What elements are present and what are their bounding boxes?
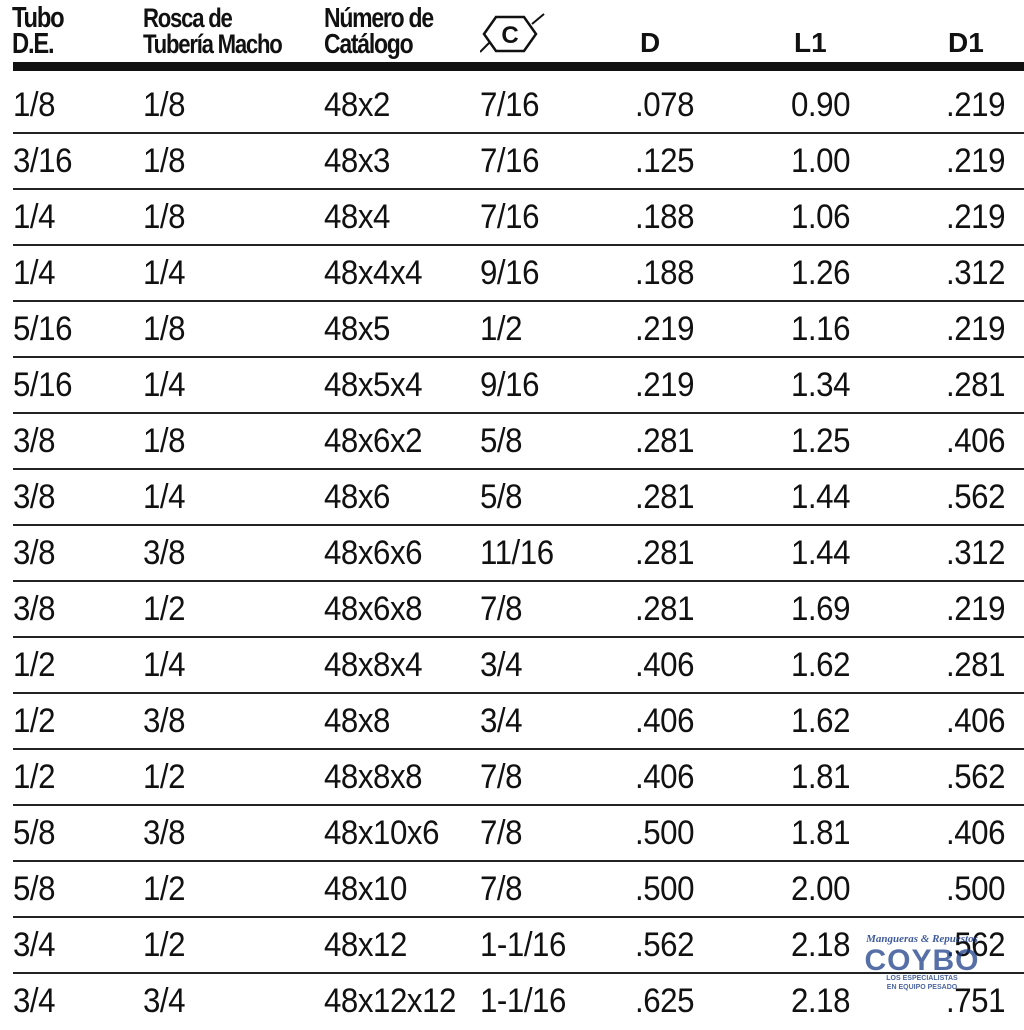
thread-cell: 1/8 [143, 310, 186, 348]
hex-size-cell: 1-1/16 [480, 926, 566, 964]
d-cell: .078 [635, 86, 695, 124]
tube-od-cell: 1/8 [13, 86, 56, 124]
table-row [13, 190, 1024, 246]
tube-od-cell: 1/4 [13, 254, 56, 292]
tube-od-cell: 3/8 [13, 422, 56, 460]
hex-size-cell: 7/8 [480, 758, 523, 796]
d1-cell: .406 [946, 422, 1006, 460]
thread-cell: 3/8 [143, 534, 186, 572]
catalog-number-cell: 48x6 [324, 478, 390, 516]
catalog-number-cell: 48x4 [324, 198, 390, 236]
l1-cell: 0.90 [791, 86, 851, 124]
thread-cell: 3/8 [143, 814, 186, 852]
catalog-number-cell: 48x12 [324, 926, 407, 964]
table-body [0, 78, 1024, 1030]
table-header [0, 0, 1024, 62]
header-thread-line1: Rosca de [143, 3, 232, 33]
table-row [13, 302, 1024, 358]
thread-cell: 1/2 [143, 590, 186, 628]
thread-cell: 1/4 [143, 254, 186, 292]
d1-cell: .219 [946, 198, 1006, 236]
table-row [13, 806, 1024, 862]
catalog-number-cell: 48x8 [324, 702, 390, 740]
l1-cell: 1.34 [791, 366, 851, 404]
d-cell: .406 [635, 702, 695, 740]
tube-od-cell: 3/16 [13, 142, 73, 180]
catalog-number-cell: 48x3 [324, 142, 390, 180]
l1-cell: 2.18 [791, 982, 851, 1020]
catalog-number-cell: 48x5x4 [324, 366, 423, 404]
l1-cell: 1.00 [791, 142, 851, 180]
hex-size-cell: 7/8 [480, 870, 523, 908]
watermark-line1: Mangueras & Repuestos [866, 933, 978, 945]
d-cell: .562 [635, 926, 695, 964]
tube-od-cell: 1/2 [13, 646, 56, 684]
watermark-line2: LOS ESPECIALISTAS [886, 975, 958, 982]
catalog-number-cell: 48x6x2 [324, 422, 423, 460]
header-d: D [640, 27, 661, 58]
table-row [13, 134, 1024, 190]
hex-size-cell: 7/8 [480, 814, 523, 852]
l1-cell: 2.18 [791, 926, 851, 964]
thread-cell: 1/2 [143, 926, 186, 964]
l1-cell: 1.62 [791, 646, 851, 684]
d-cell: .406 [635, 646, 695, 684]
table-row [13, 526, 1024, 582]
hex-letter: C [501, 22, 519, 49]
d1-cell: .219 [946, 142, 1006, 180]
hex-size-cell: 5/8 [480, 422, 523, 460]
d1-cell: .281 [946, 366, 1006, 404]
header-divider [13, 62, 1024, 71]
hex-size-cell: 7/16 [480, 142, 540, 180]
header-tube-od [12, 2, 64, 60]
catalog-number-cell: 48x8x8 [324, 758, 423, 796]
d1-cell: .406 [946, 702, 1006, 740]
thread-cell: 3/4 [143, 982, 186, 1020]
table-row [13, 862, 1024, 918]
l1-cell: 1.06 [791, 198, 851, 236]
d-cell: .281 [635, 534, 695, 572]
table-row [13, 414, 1024, 470]
l1-cell: 1.25 [791, 422, 851, 460]
d-cell: .281 [635, 478, 695, 516]
catalog-number-cell: 48x6x8 [324, 590, 423, 628]
tube-od-cell: 3/8 [13, 534, 56, 572]
thread-cell: 1/4 [143, 646, 186, 684]
header-catalog-line2: Catálogo [324, 28, 413, 59]
d1-cell: .219 [946, 590, 1006, 628]
hex-size-cell: 1/2 [480, 310, 523, 348]
thread-cell: 1/8 [143, 142, 186, 180]
l1-cell: 2.00 [791, 870, 851, 908]
tube-od-cell: 5/16 [13, 310, 73, 348]
catalog-number-cell: 48x12x12 [324, 982, 456, 1020]
thread-cell: 1/4 [143, 366, 186, 404]
hex-size-cell: 3/4 [480, 646, 523, 684]
catalog-number-cell: 48x5 [324, 310, 390, 348]
header-catalog-number [324, 2, 433, 59]
thread-cell: 1/4 [143, 478, 186, 516]
header-tube-od-line1: Tubo [12, 2, 64, 34]
d-cell: .219 [635, 310, 695, 348]
thread-cell: 1/2 [143, 870, 186, 908]
hex-wrench-size-icon [480, 12, 546, 56]
table-row [13, 638, 1024, 694]
catalog-number-cell: 48x10 [324, 870, 407, 908]
hex-size-cell: 3/4 [480, 702, 523, 740]
l1-cell: 1.26 [791, 254, 851, 292]
d1-cell: .406 [946, 814, 1006, 852]
header-d1: D1 [948, 27, 984, 58]
thread-cell: 1/8 [143, 198, 186, 236]
hex-size-cell: 5/8 [480, 478, 523, 516]
hex-size-cell: 7/16 [480, 86, 540, 124]
d-cell: .219 [635, 366, 695, 404]
hex-size-cell: 9/16 [480, 254, 540, 292]
table-row [13, 750, 1024, 806]
d-cell: .406 [635, 758, 695, 796]
coybo-watermark-logo [848, 930, 996, 992]
tube-od-cell: 3/8 [13, 478, 56, 516]
tube-od-cell: 1/2 [13, 758, 56, 796]
tube-od-cell: 5/8 [13, 870, 56, 908]
d1-cell: .500 [946, 870, 1006, 908]
tube-od-cell: 5/8 [13, 814, 56, 852]
tube-od-cell: 3/8 [13, 590, 56, 628]
catalog-number-cell: 48x2 [324, 86, 390, 124]
tube-od-cell: 3/4 [13, 926, 56, 964]
l1-cell: 1.62 [791, 702, 851, 740]
d-cell: .188 [635, 198, 695, 236]
d1-cell: .562 [946, 478, 1006, 516]
table-row [13, 246, 1024, 302]
table-row [13, 582, 1024, 638]
d1-cell: .751 [946, 982, 1006, 1020]
header-l1: L1 [794, 27, 827, 58]
table-row [13, 78, 1024, 134]
hex-size-cell: 1-1/16 [480, 982, 566, 1020]
thread-cell: 3/8 [143, 702, 186, 740]
header-tube-od-line2: D.E. [12, 28, 54, 60]
d-cell: .500 [635, 814, 695, 852]
table-row [13, 470, 1024, 526]
l1-cell: 1.44 [791, 534, 851, 572]
d-cell: .188 [635, 254, 695, 292]
l1-cell: 1.81 [791, 758, 851, 796]
d1-cell: .281 [946, 646, 1006, 684]
tube-od-cell: 1/2 [13, 702, 56, 740]
header-catalog-line1: Número de [324, 2, 433, 33]
d-cell: .500 [635, 870, 695, 908]
tube-od-cell: 5/16 [13, 366, 73, 404]
thread-cell: 1/8 [143, 86, 186, 124]
hex-size-cell: 11/16 [480, 534, 554, 572]
header-thread-line2: Tubería Macho [143, 29, 282, 59]
hex-size-cell: 7/8 [480, 590, 523, 628]
d-cell: .125 [635, 142, 695, 180]
d1-cell: .562 [946, 926, 1006, 964]
header-male-pipe-thread [143, 5, 282, 57]
hex-size-cell: 9/16 [480, 366, 540, 404]
tube-od-cell: 1/4 [13, 198, 56, 236]
catalog-number-cell: 48x4x4 [324, 254, 423, 292]
d-cell: .625 [635, 982, 695, 1020]
d1-cell: .562 [946, 758, 1006, 796]
l1-cell: 1.16 [791, 310, 851, 348]
l1-cell: 1.44 [791, 478, 851, 516]
d-cell: .281 [635, 590, 695, 628]
watermark-brand: COYBO [864, 944, 980, 977]
d1-cell: .312 [946, 534, 1006, 572]
table-row [13, 358, 1024, 414]
d1-cell: .219 [946, 310, 1006, 348]
l1-cell: 1.81 [791, 814, 851, 852]
catalog-number-cell: 48x10x6 [324, 814, 440, 852]
d1-cell: .219 [946, 86, 1006, 124]
d1-cell: .312 [946, 254, 1006, 292]
tube-od-cell: 3/4 [13, 982, 56, 1020]
table-row [13, 694, 1024, 750]
thread-cell: 1/2 [143, 758, 186, 796]
watermark-line3: EN EQUIPO PESADO [886, 984, 958, 991]
hex-size-cell: 7/16 [480, 198, 540, 236]
thread-cell: 1/8 [143, 422, 186, 460]
d-cell: .281 [635, 422, 695, 460]
l1-cell: 1.69 [791, 590, 851, 628]
catalog-number-cell: 48x8x4 [324, 646, 423, 684]
catalog-number-cell: 48x6x6 [324, 534, 423, 572]
